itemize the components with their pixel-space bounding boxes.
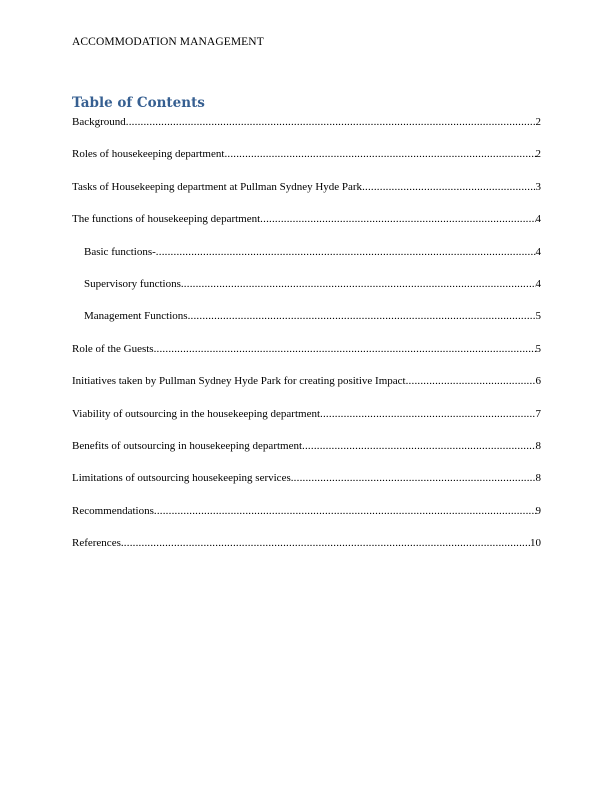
toc-entry-text: Viability of outsourcing in the housekeeping department — [72, 407, 321, 420]
toc-dot-leader — [302, 439, 535, 454]
toc-dot-leader — [156, 245, 536, 260]
toc-page-number: 6 — [535, 375, 541, 388]
toc-entry-text: Management Functions — [84, 310, 188, 323]
toc-entry-background[interactable] — [72, 115, 541, 130]
toc-entry-role-of-guests[interactable] — [72, 342, 541, 357]
toc-entry-functions-of-housekeeping[interactable] — [72, 212, 541, 227]
toc-page-number: 2 — [535, 148, 541, 161]
toc-entry-recommendations[interactable] — [72, 504, 541, 519]
toc-entry-text: The functions of housekeeping department — [72, 213, 261, 226]
toc-entry-text: Initiatives taken by Pullman Sydney Hyde Park for creating positive Impact — [72, 375, 406, 388]
toc-entry-benefits-of-outsourcing[interactable] — [72, 439, 541, 454]
toc-entry-text: Recommendations — [72, 504, 154, 517]
toc-page-number: 5 — [535, 342, 541, 355]
toc-page-number: 8 — [535, 472, 541, 485]
toc-dot-leader — [224, 147, 535, 162]
toc-entry-initiatives-pullman[interactable] — [72, 374, 541, 389]
toc-entry-text: Roles of housekeeping department — [72, 148, 225, 161]
toc-page-number: 3 — [535, 180, 541, 193]
toc-list — [72, 115, 541, 568]
toc-entry-supervisory-functions[interactable] — [72, 277, 541, 292]
toc-page-number: 7 — [535, 407, 541, 420]
toc-dot-leader — [126, 115, 536, 130]
toc-page-number: 9 — [535, 504, 541, 517]
toc-entry-roles-of-housekeeping[interactable] — [72, 147, 541, 162]
toc-entry-management-functions[interactable] — [72, 309, 541, 324]
toc-page-number: 4 — [535, 213, 541, 226]
toc-page-number: 4 — [535, 245, 541, 258]
toc-dot-leader — [154, 342, 536, 357]
toc-page-number: 10 — [530, 537, 541, 550]
running-header: ACCOMMODATION MANAGEMENT — [72, 36, 264, 48]
toc-entry-limitations-of-outsourcing[interactable] — [72, 471, 541, 486]
toc-entry-tasks-of-housekeeping[interactable] — [72, 180, 541, 195]
toc-entry-text: References — [72, 537, 121, 550]
toc-dot-leader — [121, 536, 530, 551]
toc-entry-viability-of-outsourcing[interactable] — [72, 407, 541, 422]
toc-dot-leader — [260, 212, 535, 227]
toc-entry-text: Limitations of outsourcing housekeeping services — [72, 472, 291, 485]
toc-dot-leader — [362, 180, 535, 195]
toc-dot-leader — [154, 504, 536, 519]
toc-page-number: 4 — [535, 277, 541, 290]
toc-dot-leader — [181, 277, 536, 292]
toc-entry-references[interactable] — [72, 536, 541, 551]
toc-dot-leader — [291, 471, 536, 486]
toc-dot-leader — [320, 407, 535, 422]
toc-entry-text: Background — [72, 116, 126, 128]
toc-entry-text: Benefits of outsourcing in housekeeping department — [72, 439, 303, 452]
toc-title: Table of Contents — [72, 95, 205, 111]
toc-entry-text: Role of the Guests — [72, 342, 154, 355]
toc-page-number: 5 — [535, 310, 541, 323]
toc-page-number: 2 — [535, 116, 541, 128]
toc-entry-text: Tasks of Housekeeping department at Pullman Sydney Hyde Park — [72, 180, 363, 193]
toc-entry-text: Supervisory functions — [84, 277, 181, 290]
toc-entry-text: Basic functions- — [84, 245, 156, 258]
toc-dot-leader — [188, 309, 536, 324]
toc-dot-leader — [406, 374, 536, 389]
toc-entry-basic-functions[interactable] — [72, 245, 541, 260]
toc-page-number: 8 — [535, 439, 541, 452]
